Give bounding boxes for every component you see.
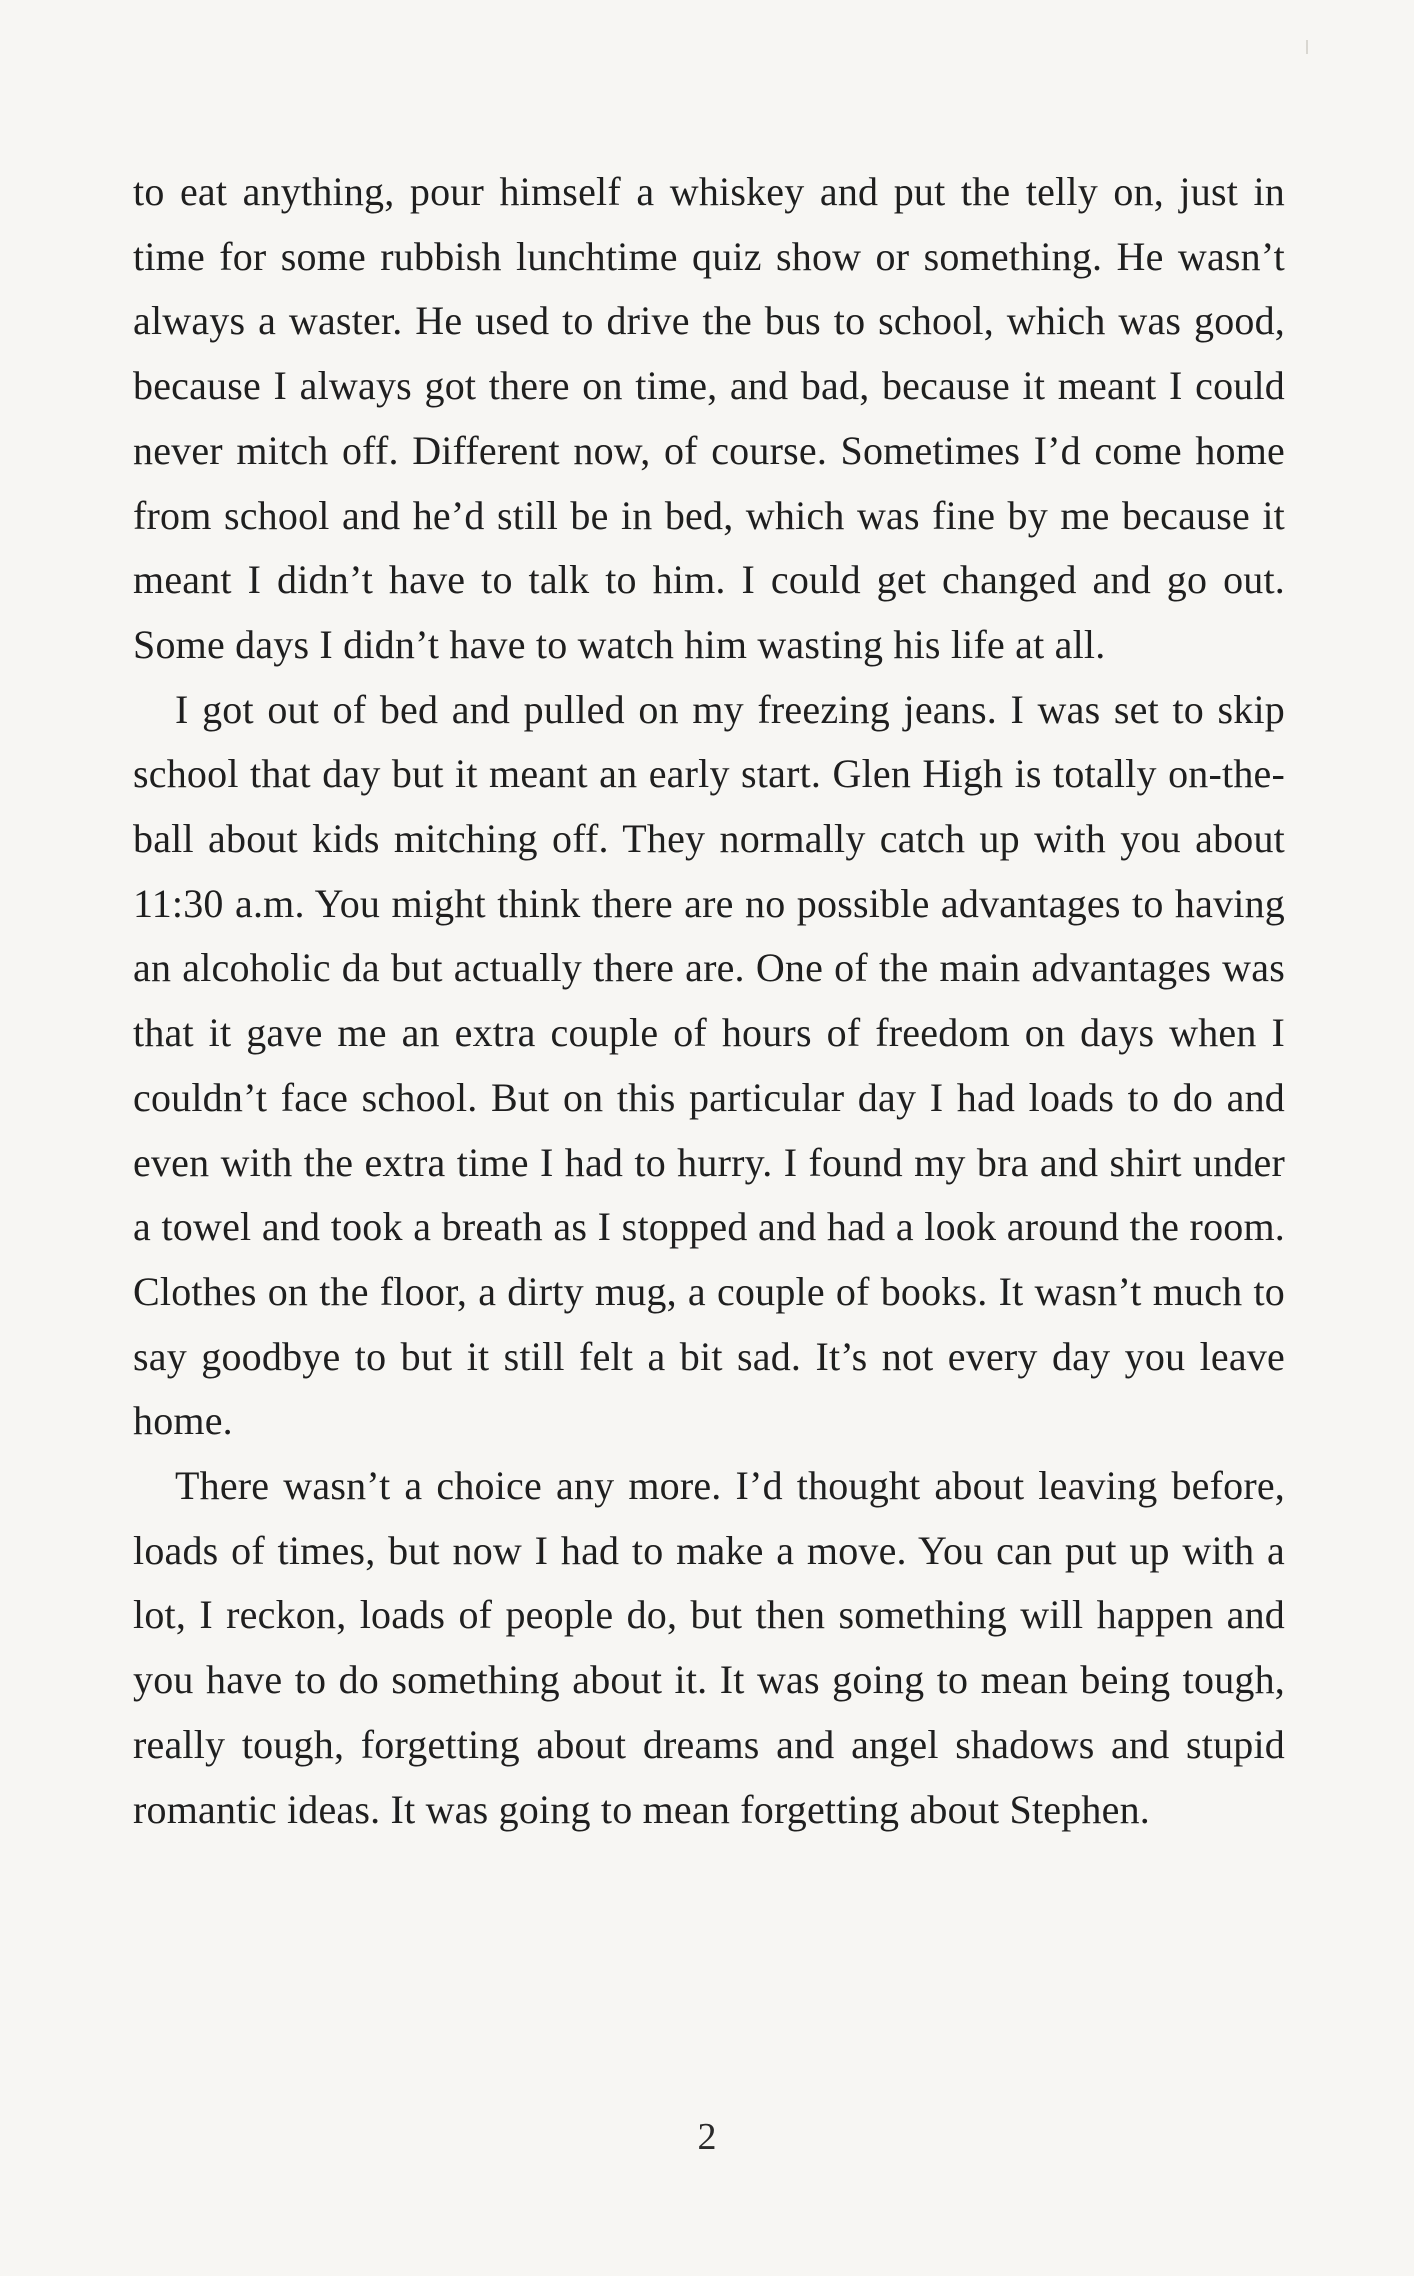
paragraph-1: to eat anything, pour himself a whiskey and put the telly on, just in time for some rubbish lunchtime quiz show or something. He wasn’t always a waster. He used to drive the bus to school, which was good, because I always got there on time, and bad, because it meant I could never mitch off. Different now, of course. Sometimes I’d come home from school and he’d still be in bed, which was fine by me because it meant I didn’t have to talk to him. I could get changed and go out. Some days I didn’t have to watch him wasting his life at all. xyxy=(133,169,1285,667)
paragraph-3: There wasn’t a choice any more. I’d thought about leaving before, loads of times, but now I had to make a move. You can put up with a lot, I reckon, loads of people do, but then something will happen and you have to do something about it. It was going to mean being tough, really tough, forgetting about dreams and angel shadows and stupid romantic ideas. It was going to mean forgetting about Stephen. xyxy=(133,1463,1285,1832)
body-text xyxy=(133,160,1285,1842)
paragraph-2: I got out of bed and pulled on my freezing jeans. I was set to skip school that day but it meant an early start. Glen High is totally on-the-ball about kids mitching off. They normally catch up with you about 11:30 a.m. You might think there are no possible advantages to having an alcoholic da but actually there are. One of the main advantages was that it gave me an extra couple of hours of freedom on days when I couldn’t face school. But on this particular day I had loads to do and even with the extra time I had to hurry. I found my bra and shirt under a towel and took a breath as I stopped and had a look around the room. Clothes on the floor, a dirty mug, a couple of books. It wasn’t much to say goodbye to but it still felt a bit sad. It’s not every day you leave home. xyxy=(133,686,1285,1444)
paper-speck xyxy=(1306,40,1308,54)
page-number: 2 xyxy=(697,2116,717,2158)
